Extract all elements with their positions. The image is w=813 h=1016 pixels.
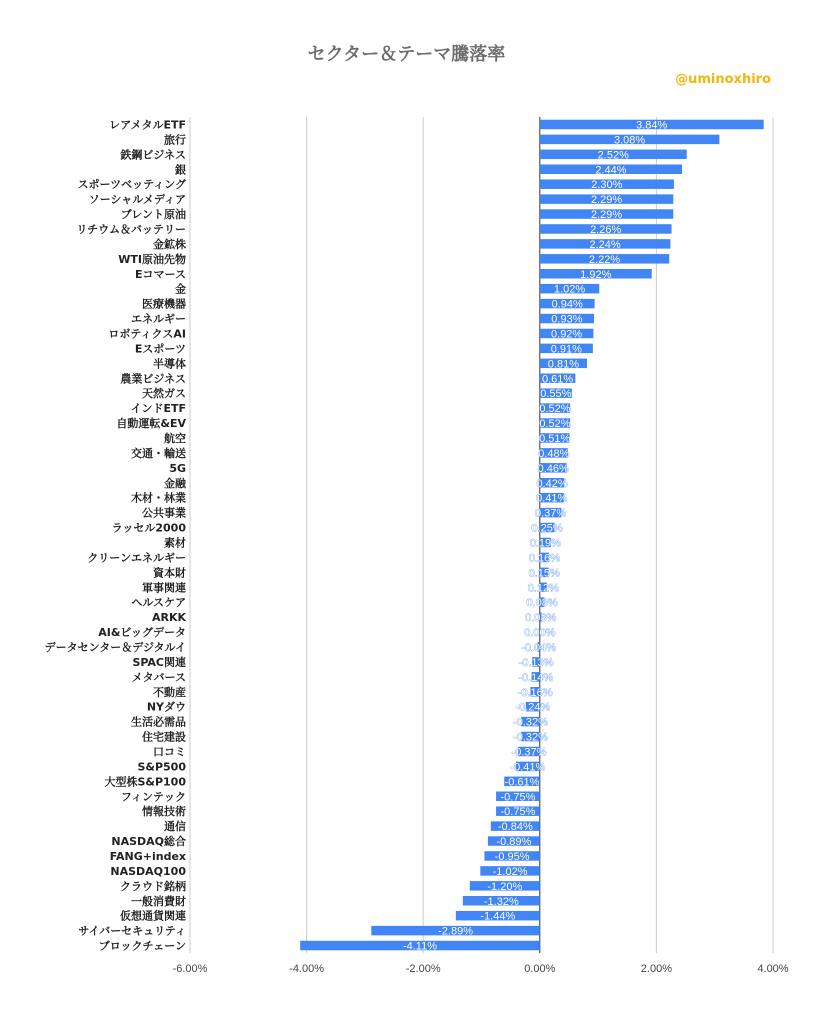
chart-credit: @uminoxhiro	[675, 72, 771, 87]
category-label: ラッセル2000	[111, 521, 186, 535]
data-label: 0.25%	[531, 522, 563, 535]
category-label: 口コミ	[153, 745, 186, 759]
data-label: 3.84%	[636, 119, 668, 132]
x-tick-label: 0.00%	[524, 963, 556, 975]
category-label: 素材	[164, 536, 186, 550]
data-label: 0.42%	[536, 477, 568, 490]
data-label: 3.08%	[613, 134, 646, 147]
data-label: -0.75%	[500, 791, 536, 804]
category-label: 仮想通貨関連	[120, 909, 186, 923]
data-label: 2.44%	[595, 164, 627, 177]
data-label: 2.24%	[589, 238, 621, 251]
data-label: 0.08%	[526, 597, 558, 610]
data-label: 0.00%	[524, 627, 556, 640]
category-label: 農業ビジネス	[120, 372, 186, 386]
category-label: 医療機器	[142, 297, 186, 311]
category-label: フィンテック	[120, 790, 186, 804]
x-tick-label: -2.00%	[405, 963, 441, 975]
data-label: 0.93%	[551, 313, 583, 326]
data-label: 0.81%	[547, 358, 580, 371]
data-label: -0.13%	[518, 656, 554, 669]
category-label: 交通・輸送	[131, 446, 186, 460]
category-label: 大型株S&P100	[104, 775, 186, 789]
category-label: クリーンエネルギー	[87, 551, 186, 565]
category-label: 情報技術	[142, 805, 186, 819]
category-label: 銀	[175, 163, 186, 177]
data-label: 0.37%	[534, 507, 567, 520]
data-label: -0.61%	[504, 776, 540, 789]
data-label: 0.52%	[539, 403, 571, 416]
data-label: -0.04%	[521, 641, 557, 654]
category-label: ブロックチェーン	[98, 939, 186, 953]
data-label: 0.92%	[551, 328, 583, 341]
x-tick-label: -6.00%	[172, 963, 208, 975]
data-label: 0.16%	[528, 552, 561, 565]
category-label: 旅行	[164, 133, 186, 147]
data-label: 2.29%	[590, 209, 623, 222]
category-label: レアメタルETF	[109, 118, 186, 132]
category-label: ロボティクスAI	[108, 327, 186, 341]
category-label: 半導体	[153, 357, 186, 371]
category-label: 金	[175, 282, 186, 296]
category-label: リチウム＆バッテリー	[76, 222, 186, 236]
data-label: 0.12%	[527, 582, 559, 595]
data-label: 0.91%	[550, 343, 582, 356]
category-label: 航空	[164, 431, 186, 445]
data-label: 2.26%	[590, 223, 622, 236]
data-label: -1.44%	[480, 910, 516, 923]
category-label: NASDAQ総合	[111, 835, 186, 849]
data-label: 0.19%	[529, 537, 561, 550]
data-label: 0.03%	[525, 612, 557, 625]
category-label: 生活必需品	[131, 715, 186, 729]
data-label: 0.41%	[536, 492, 568, 505]
data-label: 0.15%	[528, 567, 560, 580]
category-label: 一般消費財	[131, 894, 186, 908]
category-label: ソーシャルメディア	[88, 193, 186, 207]
category-label: クラウド銘柄	[120, 879, 186, 893]
category-label: インドETF	[130, 402, 186, 416]
category-labels	[45, 118, 187, 952]
category-label: 鉄鋼ビジネス	[120, 148, 186, 162]
category-label: NASDAQ100	[110, 864, 186, 878]
category-label: 軍事関連	[142, 581, 186, 595]
data-label: 2.30%	[591, 179, 623, 192]
data-label: 1.02%	[553, 283, 586, 296]
data-label: -0.84%	[497, 821, 533, 834]
x-tick-label: 2.00%	[640, 963, 673, 975]
category-label: 金鉱株	[153, 237, 186, 251]
category-label: ARKK	[151, 611, 186, 625]
category-label: 天然ガス	[142, 387, 186, 401]
grid-lines	[190, 117, 773, 953]
data-label: 0.46%	[537, 462, 569, 475]
category-label: 自動運転&EV	[116, 417, 186, 431]
data-label: 0.55%	[540, 388, 572, 401]
data-label: -0.41%	[510, 761, 546, 774]
category-label: ブレント原油	[120, 208, 186, 222]
category-label: 資本財	[153, 566, 186, 580]
data-label: -0.32%	[513, 731, 548, 744]
data-label: -0.24%	[515, 701, 551, 714]
category-label: 通信	[164, 820, 186, 834]
category-label: エネルギー	[131, 312, 186, 326]
chart-title: セクター＆テーマ騰落率	[307, 44, 506, 65]
x-tick-label: 4.00%	[757, 963, 789, 975]
data-label: -0.14%	[518, 671, 554, 684]
category-label: NYダウ	[146, 700, 186, 714]
data-label: -0.75%	[500, 806, 536, 819]
category-label: WTI原油先物	[118, 252, 186, 266]
category-label: 公共事業	[142, 506, 186, 520]
data-label: 2.52%	[597, 149, 629, 162]
category-label: 住宅建設	[142, 730, 186, 744]
data-label: -1.32%	[483, 895, 519, 908]
data-label: -1.02%	[492, 865, 528, 878]
data-label: 2.22%	[588, 253, 621, 266]
data-label: -0.37%	[511, 746, 547, 759]
category-label: データセンター＆デジタルイ	[44, 640, 186, 654]
data-label: -0.32%	[513, 716, 548, 729]
category-label: FANG+index	[109, 849, 186, 863]
data-label: -0.95%	[494, 850, 530, 863]
category-label: スポーツベッティング	[77, 178, 186, 192]
data-label: -1.20%	[487, 880, 523, 893]
data-label: 0.48%	[538, 447, 570, 460]
category-label: 木材・林業	[131, 491, 186, 505]
category-label: 5G	[169, 461, 186, 475]
category-label: 不動産	[153, 685, 186, 699]
data-label: 0.52%	[539, 418, 571, 431]
category-label: Eスポーツ	[134, 342, 186, 356]
category-label: 金融	[164, 476, 186, 490]
category-label: ヘルスケア	[131, 596, 186, 610]
x-tick-label: -4.00%	[289, 963, 325, 975]
data-label: 0.94%	[551, 298, 583, 311]
category-label: SPAC関連	[132, 655, 186, 669]
category-label: Eコマース	[135, 267, 186, 281]
data-label: -4.11%	[402, 940, 438, 953]
data-label: -2.89%	[438, 925, 473, 938]
data-label: 0.51%	[539, 432, 571, 445]
data-label: -0.16%	[517, 686, 553, 699]
category-label: AI&ビッグデータ	[98, 626, 186, 640]
x-tick-labels	[173, 963, 789, 975]
data-label: -0.89%	[496, 836, 532, 849]
data-label: 1.92%	[580, 268, 612, 281]
category-label: サイバーセキュリティ	[78, 924, 186, 938]
data-label: 0.61%	[541, 373, 574, 386]
category-label: S&P500	[137, 760, 186, 774]
data-label: 2.29%	[590, 194, 623, 207]
category-label: メタバース	[131, 670, 186, 684]
